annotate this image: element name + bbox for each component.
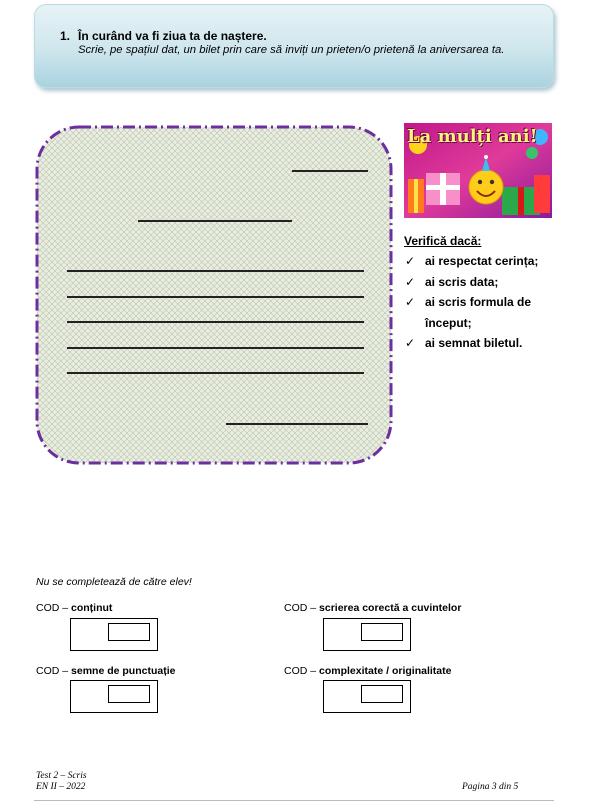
greeting-line[interactable] [138,220,292,222]
cod-box-content [70,618,158,651]
checklist [405,251,575,354]
task-number: 1. [60,29,71,43]
writing-line[interactable] [67,321,364,323]
cod-label-complexity: COD – complexitate / originalitate [284,665,452,677]
cod-box-spelling [323,618,411,651]
cod-input-content[interactable] [108,623,150,641]
cod-label-content: COD – conținut [36,602,113,614]
task-description: Scrie, pe spațiul dat, un bilet prin care să inviți un prieten/o prietenă la aniversarea ta. [78,44,505,56]
task-title: În curând va fi ziua ta de naștere. [78,29,267,43]
footer-test: Test 2 – Scris [36,771,87,781]
grading-note: Nu se completează de către elev! [36,576,192,588]
check-icon: ✓ [405,254,416,268]
cod-label-punctuation: COD – semne de punctuație [36,665,176,677]
writing-line[interactable] [67,347,364,349]
cod-label-spelling: COD – scrierea corectă a cuvintelor [284,602,462,614]
cod-input-complexity[interactable] [361,685,403,703]
checklist-item: ✓ ai semnat biletul. [405,333,575,354]
bottom-divider [34,800,554,801]
check-icon: ✓ [405,295,416,310]
check-icon: ✓ [405,336,416,351]
cod-box-complexity [323,680,411,713]
check-icon: ✓ [405,274,416,289]
checklist-item: ✓ ai scris data; [405,272,575,293]
writing-line[interactable] [67,270,364,272]
writing-card [34,124,394,466]
cod-input-spelling[interactable] [361,623,403,641]
cod-box-punctuation [70,680,158,713]
date-line[interactable] [292,170,368,172]
checklist-title: Verifică dacă: [404,234,482,248]
writing-line[interactable] [67,372,364,374]
birthday-image-caption: La mulți ani! [407,126,538,147]
footer-page: Pagina 3 din 5 [462,782,519,792]
signature-line[interactable] [226,423,368,425]
footer-exam: EN II – 2022 [36,782,86,792]
cod-input-punctuation[interactable] [108,685,150,703]
checklist-item: ✓ ai respectat cerința; [405,251,575,272]
checklist-item: ✓ ai scris formula de început; [405,292,575,333]
writing-line[interactable] [67,296,364,298]
